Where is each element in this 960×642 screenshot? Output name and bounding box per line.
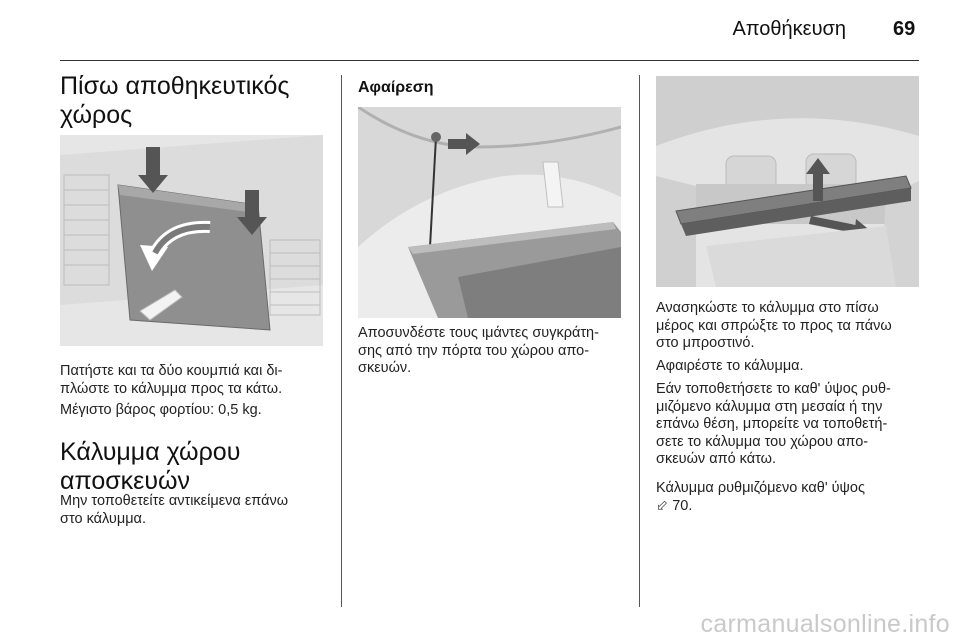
figure-storage-compartment: [60, 135, 323, 346]
paragraph-height-position: Εάν τοποθετήσετε το καθ' ύψος ρυθ- μιζόμενο κάλυμμα στη μεσαία ή την επάνω θέση, μπορείτε να τοποθετή- σετε το κάλυμμα του χώρου απο- σκευών από κάτω.: [656, 381, 891, 467]
paragraph-no-objects: Μην τοποθετείτε αντικείμενα επάνω στο κάλυμμα.: [60, 493, 289, 527]
subheading-removal: Αφαίρεση: [358, 79, 434, 96]
paragraph-adjustable-cover: Κάλυμμα ρυθμιζόμενο καθ' ύψος ⬃ 70.: [656, 480, 865, 514]
figure-lift-cover: [656, 76, 919, 287]
arrow-ref-icon: ⬃: [656, 497, 669, 514]
paragraph-remove-cover: Αφαιρέστε το κάλυμμα.: [656, 358, 804, 374]
column-divider-2: [639, 75, 640, 607]
paragraph-lift-cover: Ανασηκώστε το κάλυμμα στο πίσω μέρος και σπρώξτε το προς τα πάνω στο μπροστινό.: [656, 300, 892, 351]
column-divider-1: [341, 75, 342, 607]
watermark: carmanualsonline.info: [700, 610, 950, 638]
figure-strap-detach: [358, 107, 621, 318]
section-heading-rear-storage: Πίσω αποθηκευτικός χώρος: [60, 72, 290, 129]
paragraph-press-buttons: Πατήστε και τα δύο κουμπιά και δι- πλώστε το κάλυμμα προς τα κάτω.: [60, 363, 283, 397]
page-number: 69: [893, 18, 916, 40]
paragraph-detach-straps: Αποσυνδέστε τους ιμάντες συγκράτη- σης από την πόρτα του χώρου απο- σκευών.: [358, 325, 599, 376]
page-reference-link[interactable]: 70.: [672, 497, 693, 514]
section-heading-load-cover: Κάλυμμα χώρου αποσκευών: [60, 438, 241, 495]
header-rule: [60, 60, 919, 61]
running-header-title: Αποθήκευση: [732, 18, 846, 40]
paragraph-max-load: Μέγιστο βάρος φορτίου: 0,5 kg.: [60, 402, 262, 418]
